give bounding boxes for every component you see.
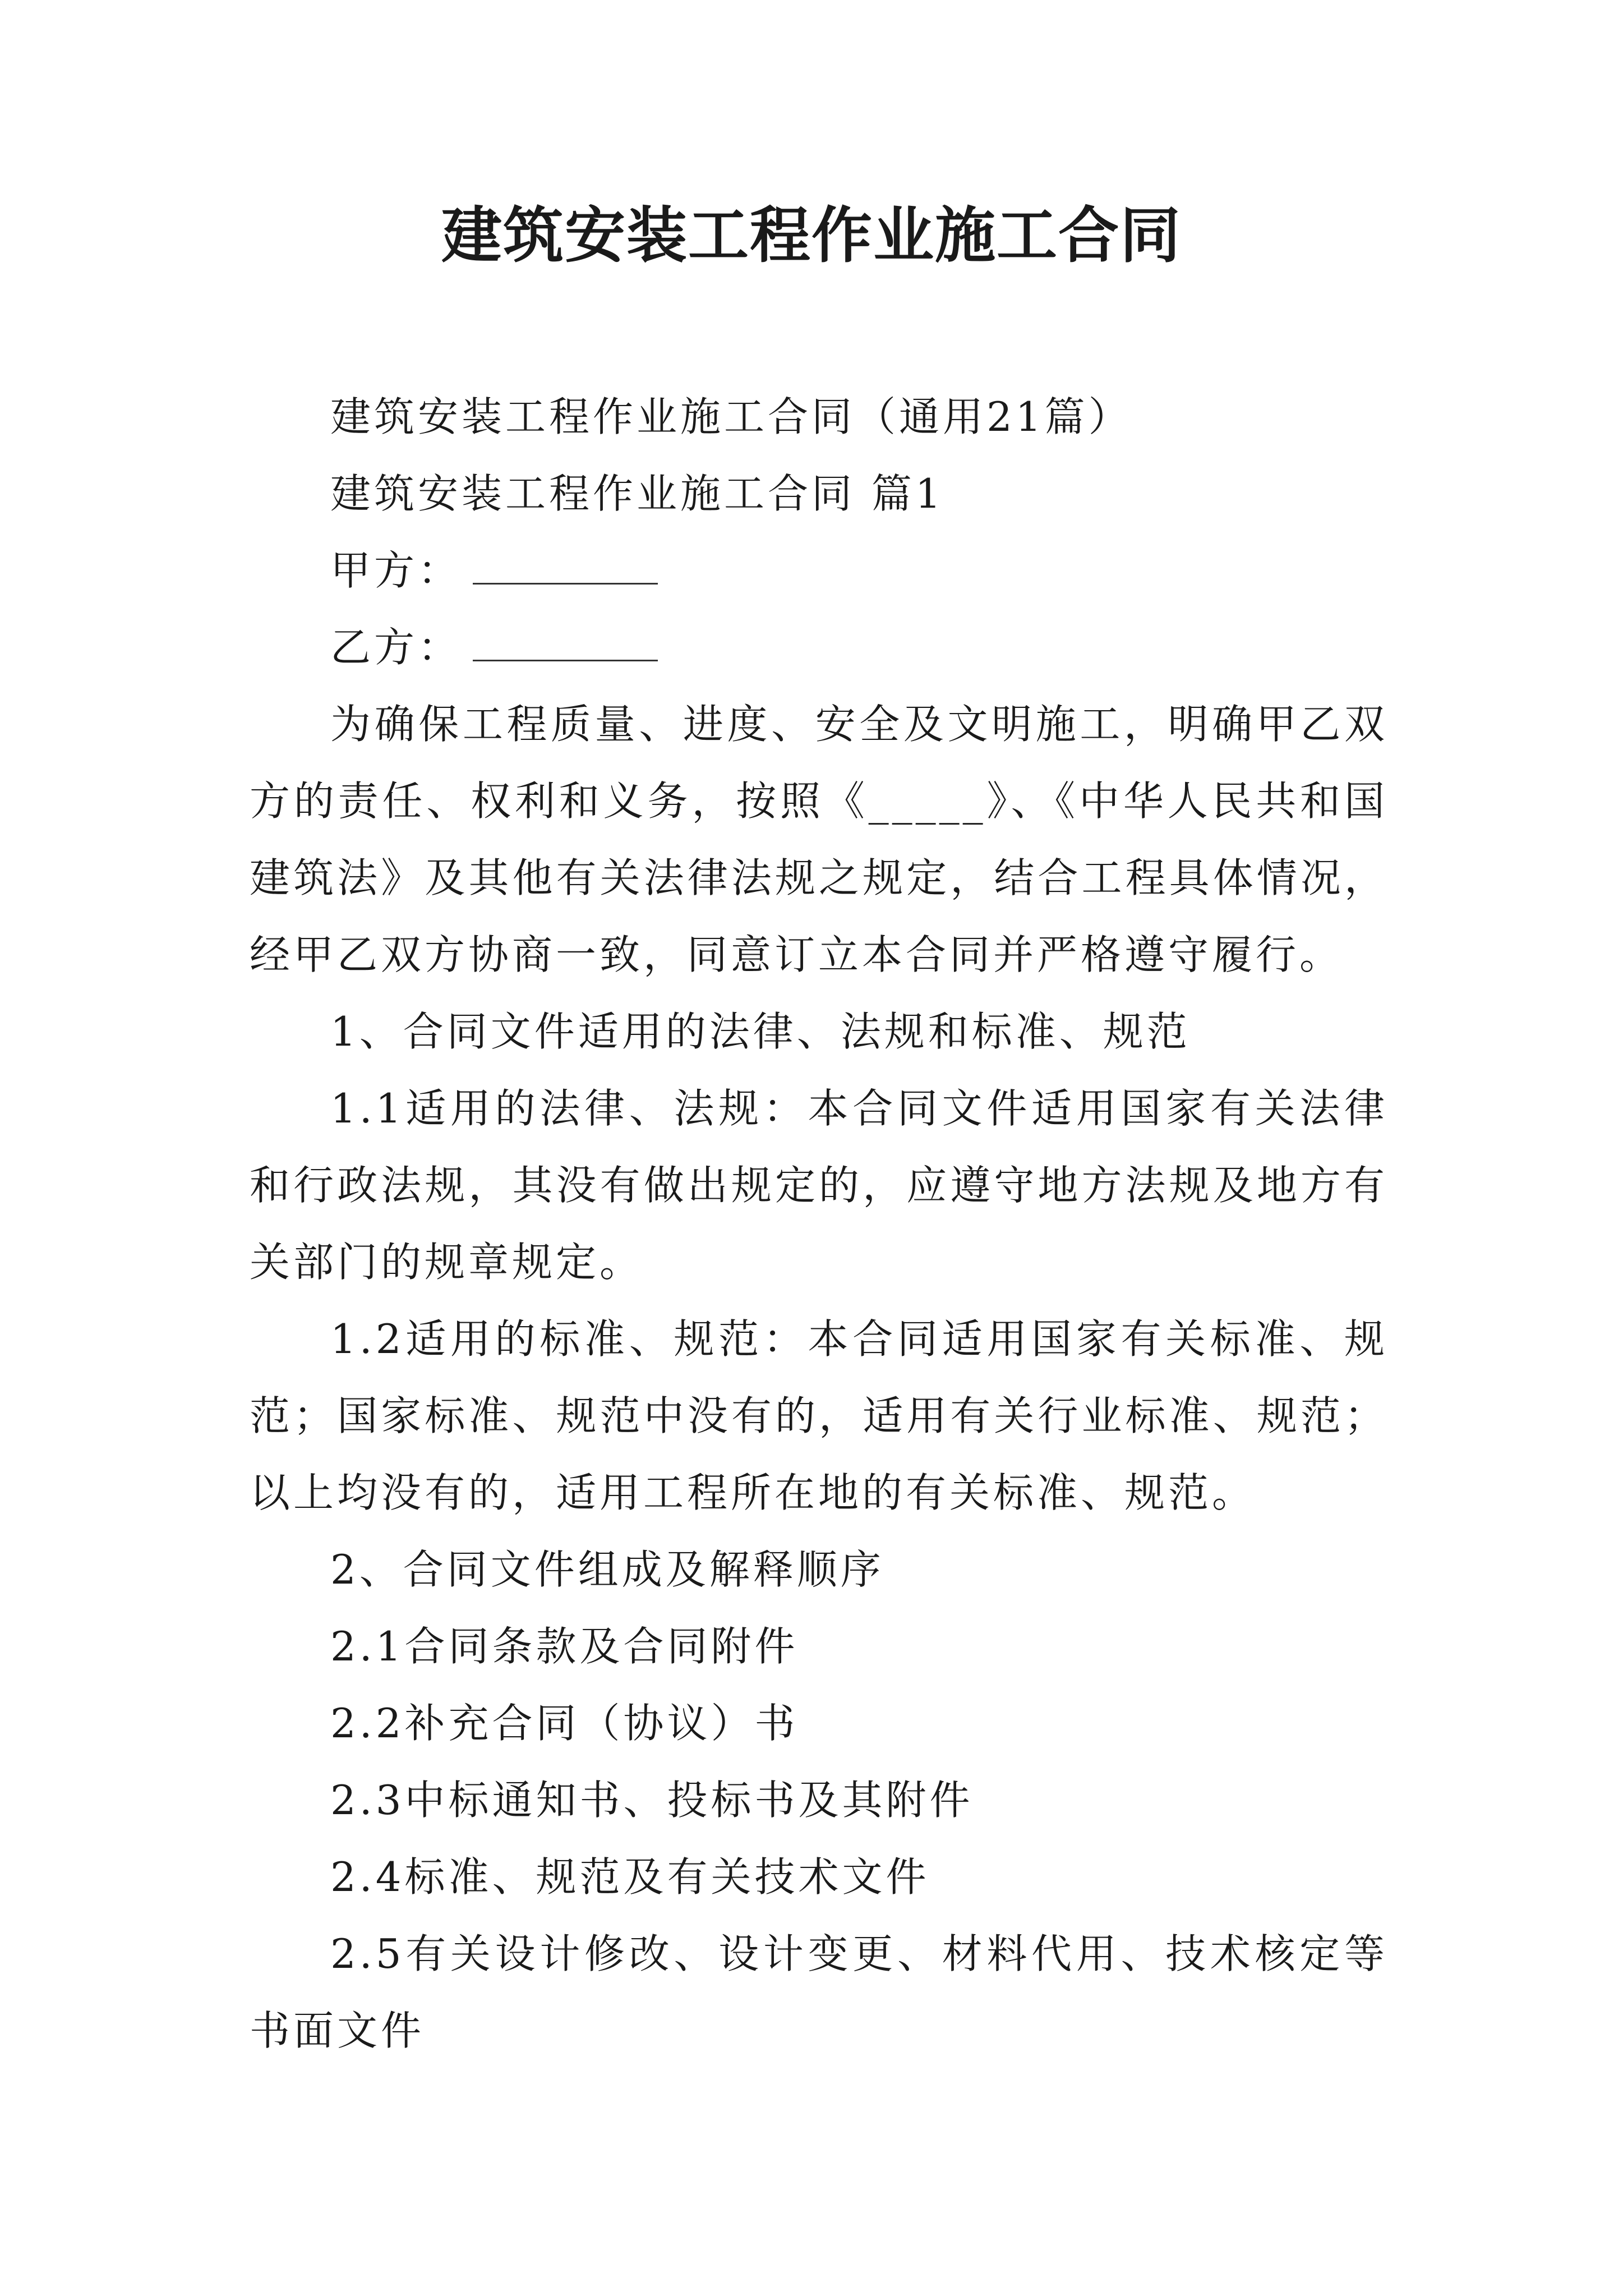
- party-b-label: 乙方：: [330, 624, 462, 671]
- document-body: [250, 379, 1388, 2069]
- document-title: 建筑安装工程作业施工合同: [441, 200, 1182, 271]
- section-1-2-paragraph: 1.2适用的标准、规范：本合同适用国家有关标准、规范；国家标准、规范中没有的，适用有关行业标准、规范；以上均没有的，适用工程所在地的有关标准、规范。: [250, 1315, 1388, 1516]
- chapter-heading: 建筑安装工程作业施工合同 篇1: [330, 470, 944, 517]
- section-2-1-item: 2.1合同条款及合同附件: [330, 1623, 799, 1670]
- section-2-2-item: 2.2补充合同（协议）书: [330, 1700, 799, 1747]
- party-b-line: [250, 609, 1388, 686]
- section-2-4-item: 2.4标准、规范及有关技术文件: [330, 1853, 930, 1901]
- party-a-line: [250, 532, 1388, 609]
- party-b-blank: [473, 657, 658, 661]
- party-a-blank: [473, 581, 658, 585]
- section-2-heading: 2、合同文件组成及解释顺序: [330, 1546, 884, 1593]
- section-2-5-item: 2.5有关设计修改、设计变更、材料代用、技术核定等书面文件: [250, 1930, 1388, 2054]
- section-1-1-paragraph: 1.1适用的法律、法规：本合同文件适用国家有关法律和行政法规，其没有做出规定的，应遵守地方法规及地方有关部门的规章规定。: [250, 1085, 1388, 1286]
- party-a-label: 甲方：: [330, 547, 462, 594]
- intro-paragraph: 为确保工程质量、进度、安全及文明施工，明确甲乙双方的责任、权利和义务，按照《_____》、《中华人民共和国建筑法》及其他有关法律法规之规定，结合工程具体情况，经甲乙双方协商一致，同意订立本合同并严格遵守履行。: [250, 701, 1388, 978]
- section-1-heading: 1、合同文件适用的法律、法规和标准、规范: [330, 1008, 1191, 1055]
- section-2-3-item: 2.3中标通知书、投标书及其附件: [330, 1777, 974, 1824]
- subtitle-paragraph: 建筑安装工程作业施工合同（通用21篇）: [330, 393, 1132, 440]
